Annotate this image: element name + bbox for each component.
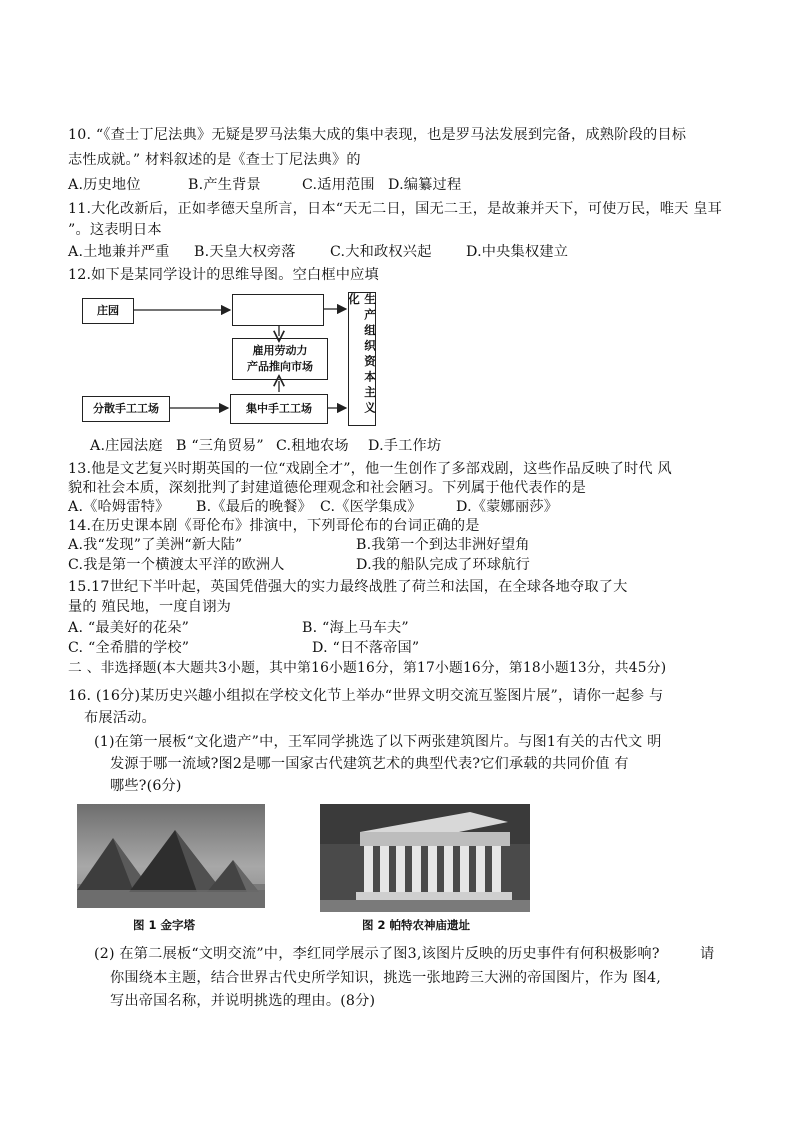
- centralized-workshop-box: 集中手工工场: [230, 394, 328, 424]
- q16-part2-line3: 写出帝国名称，并说明挑选的理由。(8分): [110, 993, 376, 1009]
- middle-box-line1: 雇用劳动力: [252, 344, 308, 357]
- figure-1-pyramids-image: [77, 804, 265, 908]
- q15-option-a[interactable]: A. “最美好的花朵”: [68, 620, 190, 636]
- q13-option-a[interactable]: A.《哈姆雷特》: [68, 499, 170, 515]
- diagram-arrows: [0, 0, 793, 440]
- q10-option-d[interactable]: D.编纂过程: [388, 177, 462, 193]
- q13-stem-line1: 13.他是文艺复兴时期英国的一位“戏剧全才”，他一生创作了多部戏剧，这些作品反映了时代 风: [68, 461, 672, 477]
- q16-part2-line1: (2) 在第二展板“文明交流”中，李红同学展示了图3,该图片反映的历史事件有何积极影响?: [94, 946, 660, 962]
- q14-option-a[interactable]: A.我“发现”了美洲“新大陆”: [68, 537, 243, 553]
- q12-option-d[interactable]: D.手工作坊: [368, 438, 442, 454]
- q15-stem-line1: 15.17世纪下半叶起，英国凭借强大的实力最终战胜了荷兰和法国，在全球各地夺取了大: [68, 579, 628, 595]
- q15-option-c[interactable]: C. “全希腊的学校”: [68, 640, 190, 656]
- q13-option-d[interactable]: D.《蒙娜丽莎》: [456, 499, 559, 515]
- middle-box-line2: 产品推向市场: [247, 360, 313, 373]
- q14-option-b[interactable]: B.我第一个到达非洲好望角: [356, 537, 530, 553]
- capitalism-text: 生产组织资本主义化: [347, 293, 377, 417]
- q11-option-c[interactable]: C.大和政权兴起: [330, 244, 432, 260]
- q15-option-b[interactable]: B. “海上马车夫”: [302, 620, 409, 636]
- section-2-heading: 二 、非选择题(本大题共3小题，其中第16小题16分，第17小题16分，第18小题13分，共45分): [68, 660, 667, 676]
- figure-2-parthenon-image: [320, 804, 530, 912]
- q10-option-a[interactable]: A.历史地位: [68, 177, 141, 193]
- q11-stem-line1: 11.大化改新后，正如孝德天皇所言，日本“天无二日，国无二王，是故兼并天下，可使万民，唯天 皇耳: [68, 201, 722, 217]
- q16-stem-line2: 布展活动。: [84, 710, 156, 726]
- q13-option-c[interactable]: C.《医学集成》: [320, 499, 422, 515]
- q11-option-a[interactable]: A.土地兼并严重: [68, 244, 170, 260]
- q11-stem-line2: ”。这表明日本: [68, 222, 162, 238]
- q11-option-b[interactable]: B.天皇大权旁落: [194, 244, 296, 260]
- q12-option-c[interactable]: C.租地农场: [276, 438, 349, 454]
- figure-2-caption: 图 2 帕特农神庙遗址: [362, 918, 471, 932]
- manor-box: 庄园: [82, 298, 134, 324]
- q14-option-d[interactable]: D.我的船队完成了环球航行: [356, 557, 531, 573]
- q14-stem-line1: 14.在历史课本剧《哥伦布》排演中，下列哥伦布的台词正确的是: [68, 518, 480, 534]
- q13-stem-line2: 貌和社会本质，深刻批判了封建道德伦理观念和社会陋习。下列属于他代表作的是: [68, 480, 586, 496]
- q12-option-a[interactable]: A.庄园法庭: [90, 438, 163, 454]
- figure-1-caption: 图 1 金字塔: [133, 918, 196, 932]
- q10-option-c[interactable]: C.适用范围: [302, 177, 375, 193]
- q16-part2-line2: 你围绕本主题，结合世界古代史所学知识，挑选一张地跨三大洲的帝国图片，作为 图4,: [110, 970, 661, 986]
- q12-stem-line1: 12.如下是某同学设计的思维导图。空白框中应填: [68, 267, 379, 283]
- q10-stem-line1: 10. “《查士丁尼法典》无疑是罗马法集大成的集中表现，也是罗马法发展到完备，成熟阶段的目标: [68, 127, 687, 143]
- q15-stem-line2: 量的 殖民地，一度自诩为: [68, 599, 231, 615]
- q16-part1-line2: 发源于哪一流域?图2是哪一国家古代建筑艺术的典型代表?它们承载的共同价值 有: [110, 756, 629, 772]
- q15-option-d[interactable]: D. “日不落帝国”: [312, 640, 420, 656]
- scattered-workshop-box: 分散手工工场: [82, 396, 170, 422]
- q12-option-b[interactable]: B “三角贸易”: [176, 438, 264, 454]
- q16-part2-line1-end: 请: [700, 946, 715, 962]
- q11-option-d[interactable]: D.中央集权建立: [466, 244, 569, 260]
- q16-part1-line1: (1)在第一展板“文化遗产”中，王军同学挑选了以下两张建筑图片。与图1有关的古代文 明: [94, 734, 662, 750]
- q13-option-b[interactable]: B.《最后的晚餐》: [196, 499, 313, 515]
- q16-part1-line3: 哪些?(6分): [110, 778, 182, 794]
- q10-stem-line2: 志性成就。” 材料叙述的是《查士丁尼法典》的: [68, 152, 361, 168]
- q14-option-c[interactable]: C.我是第一个横渡太平洋的欧洲人: [68, 557, 285, 573]
- q10-option-b[interactable]: B.产生背景: [188, 177, 261, 193]
- q16-stem-line1: 16. (16分)某历史兴趣小组拟在学校文化节上举办“世界文明交流互鉴图片展”，请你一起参 与: [68, 688, 664, 704]
